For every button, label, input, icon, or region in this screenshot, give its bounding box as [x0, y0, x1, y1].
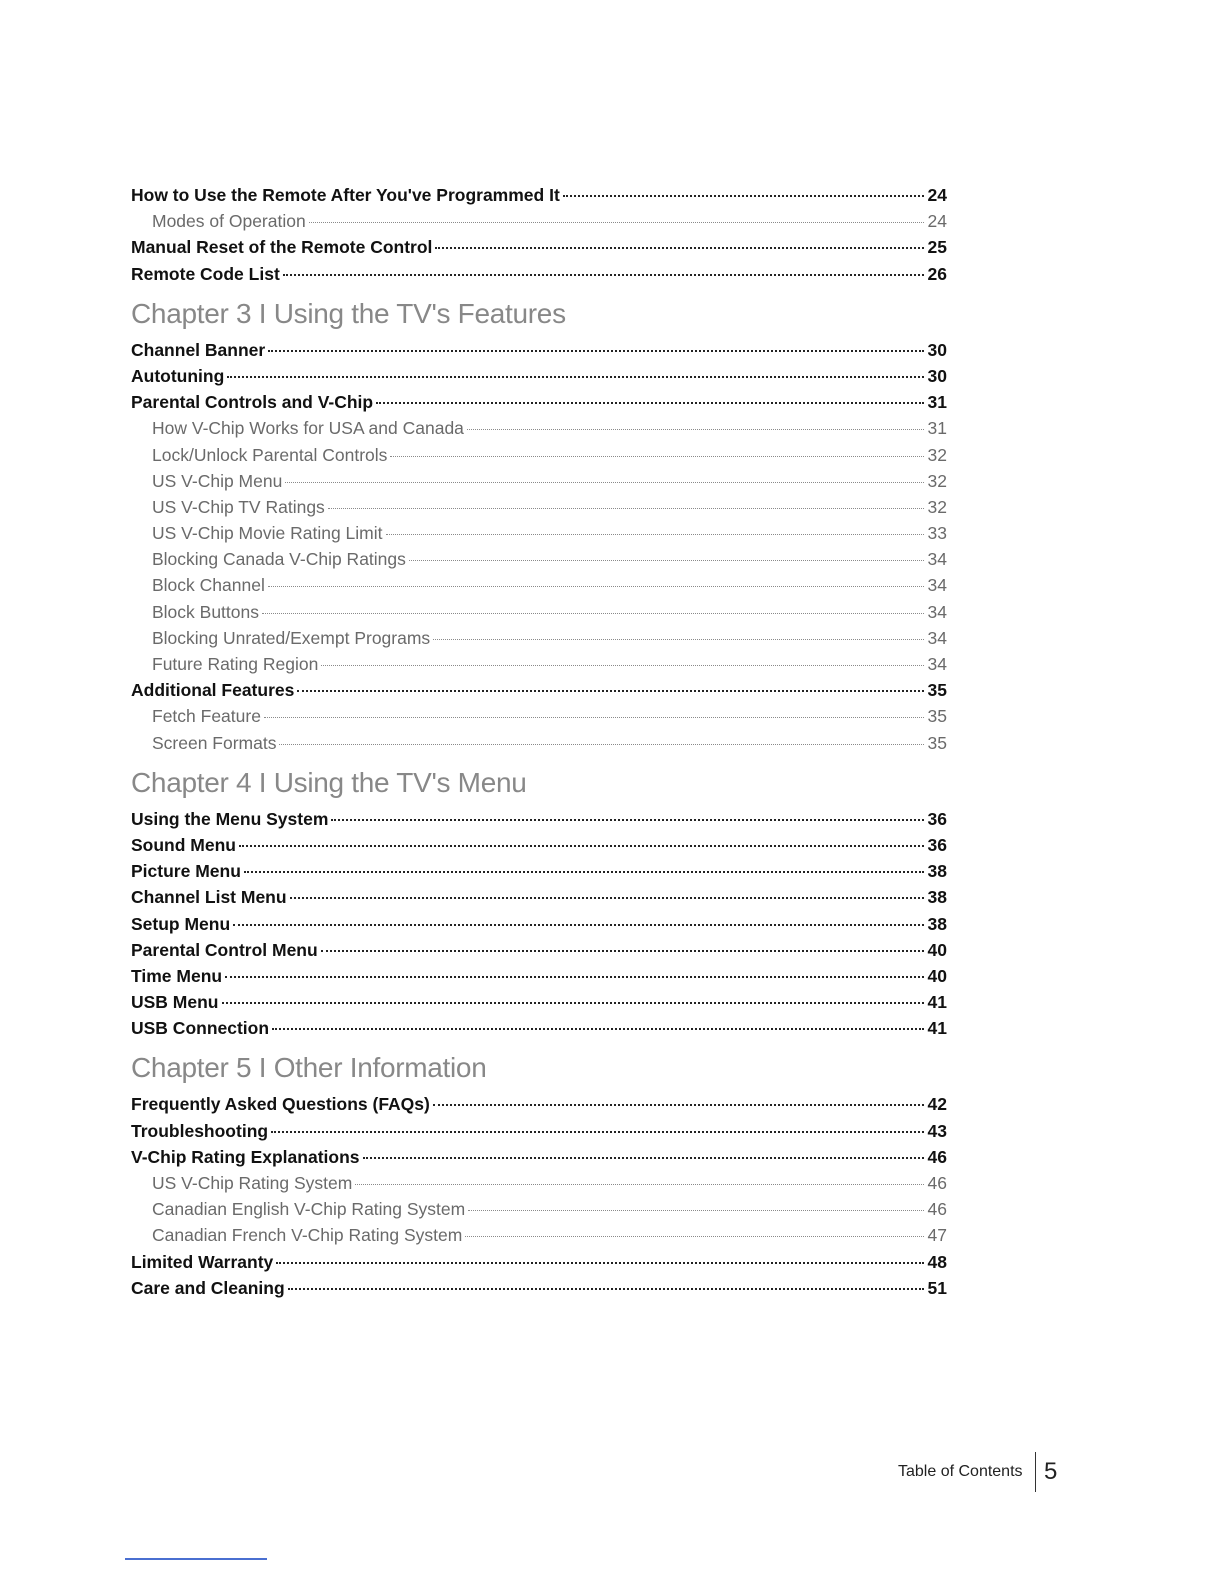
toc-page-number: 40 [927, 965, 947, 986]
toc-page-number: 35 [927, 680, 947, 701]
toc-entry[interactable] [131, 1249, 947, 1275]
toc-page-number: 32 [927, 470, 947, 491]
toc-page-number: 26 [927, 263, 947, 284]
toc-entry-title: V-Chip Rating Explanations [131, 1146, 360, 1167]
toc-entry-title: Remote Code List [131, 263, 280, 284]
toc-page-number: 36 [927, 834, 947, 855]
toc-entry[interactable] [131, 234, 947, 260]
toc-entry-title: Lock/Unlock Parental Controls [152, 444, 388, 465]
toc-entry[interactable] [131, 1144, 947, 1170]
toc-entry-title: Future Rating Region [152, 654, 319, 674]
toc-page-number: 41 [927, 1018, 947, 1039]
toc-page-number: 32 [927, 496, 947, 517]
toc-subentry[interactable] [131, 730, 947, 756]
toc-page-number: 34 [927, 654, 947, 674]
dot-leader [283, 273, 924, 276]
toc-page-number: 36 [927, 808, 947, 829]
toc-subentry[interactable] [131, 468, 947, 494]
dot-leader [465, 1235, 924, 1237]
toc-entry-title: US V-Chip Menu [152, 470, 283, 491]
dot-leader [227, 375, 924, 378]
dot-leader [297, 689, 924, 692]
table-of-contents [131, 182, 947, 1301]
toc-page-number: 46 [927, 1173, 947, 1193]
toc-entry-title: Additional Features [131, 680, 295, 701]
toc-subentry[interactable] [131, 651, 947, 677]
toc-page-number: 35 [927, 732, 947, 753]
toc-entry-title: Using the Menu System [131, 808, 329, 829]
toc-page-number: 43 [927, 1120, 947, 1141]
toc-entry-title: Limited Warranty [131, 1251, 274, 1272]
dot-leader [239, 844, 924, 847]
bottom-rule [125, 1558, 267, 1560]
toc-page-number: 34 [927, 549, 947, 570]
toc-entry[interactable] [131, 337, 947, 363]
toc-entry-title: Manual Reset of the Remote Control [131, 237, 433, 258]
dot-leader [409, 559, 924, 561]
toc-entry-title: Channel Banner [131, 339, 266, 360]
toc-entry-title: US V-Chip TV Ratings [152, 496, 325, 517]
toc-entry-title: Modes of Operation [152, 211, 306, 232]
toc-entry-title: Autotuning [131, 365, 225, 386]
dot-leader [233, 923, 924, 926]
toc-entry-title: Care and Cleaning [131, 1277, 285, 1298]
toc-page-number: 34 [927, 575, 947, 596]
toc-subentry[interactable] [131, 520, 947, 546]
toc-entry[interactable] [131, 1275, 947, 1301]
toc-page-number: 47 [927, 1225, 947, 1246]
dot-leader [262, 612, 924, 614]
toc-subentry[interactable] [131, 1196, 947, 1222]
toc-subentry[interactable] [131, 625, 947, 651]
toc-entry-title: Setup Menu [131, 913, 231, 934]
toc-entry-title: US V-Chip Movie Rating Limit [152, 523, 383, 544]
toc-entry-title: Canadian English V-Chip Rating System [152, 1199, 466, 1220]
toc-entry[interactable] [131, 911, 947, 937]
toc-entry[interactable] [131, 884, 947, 910]
toc-entry[interactable] [131, 389, 947, 415]
toc-subentry[interactable] [131, 572, 947, 598]
toc-page-number: 24 [927, 185, 947, 205]
toc-subentry[interactable] [131, 494, 947, 520]
toc-entry-title: How V-Chip Works for USA and Canada [152, 418, 464, 439]
toc-entry[interactable] [131, 677, 947, 703]
toc-entry-title: How to Use the Remote After You've Programmed It [131, 185, 560, 205]
dot-leader [309, 221, 924, 223]
toc-entry-title: Frequently Asked Questions (FAQs) [131, 1094, 430, 1115]
dot-leader [268, 349, 924, 352]
toc-subentry[interactable] [131, 442, 947, 468]
dot-leader [272, 1027, 924, 1030]
chapter-heading: Chapter 4 I Using the TV's Menu [131, 766, 527, 798]
toc-entry-title: Blocking Unrated/Exempt Programs [152, 627, 431, 648]
toc-subentry[interactable] [131, 1170, 947, 1196]
toc-entry-title: Parental Controls and V-Chip [131, 392, 374, 413]
toc-entry-title: Fetch Feature [152, 706, 261, 727]
dot-leader [271, 1130, 924, 1133]
toc-entry[interactable] [131, 963, 947, 989]
toc-page-number: 32 [927, 444, 947, 465]
dot-leader [386, 533, 925, 535]
dot-leader [563, 194, 924, 197]
dot-leader [331, 818, 924, 821]
dot-leader [467, 428, 924, 430]
toc-entry[interactable] [131, 182, 947, 208]
toc-entry[interactable] [131, 1118, 947, 1144]
toc-entry-title: USB Menu [131, 992, 219, 1013]
toc-entry-title: US V-Chip Rating System [152, 1173, 353, 1193]
toc-entry-title: Screen Formats [152, 732, 277, 753]
toc-page-number: 51 [927, 1277, 947, 1298]
toc-subentry[interactable] [131, 208, 947, 234]
footer-divider [1035, 1452, 1037, 1492]
dot-leader [279, 743, 924, 745]
toc-page-number: 31 [927, 418, 947, 439]
toc-entry[interactable] [131, 858, 947, 884]
chapter-heading: Chapter 3 I Using the TV's Features [131, 297, 566, 329]
toc-subentry[interactable] [131, 1222, 947, 1248]
toc-entry-title: Parental Control Menu [131, 939, 318, 960]
toc-page-number: 34 [927, 627, 947, 648]
toc-page-number: 30 [927, 339, 947, 360]
toc-page-number: 38 [927, 913, 947, 934]
dot-leader [376, 401, 924, 404]
dot-leader [268, 585, 924, 587]
toc-entry-title: Time Menu [131, 965, 223, 986]
dot-leader [225, 975, 924, 978]
toc-page-number: 41 [927, 992, 947, 1013]
page-footer [898, 1452, 1057, 1492]
dot-leader [468, 1209, 924, 1211]
toc-entry-title: Channel List Menu [131, 887, 287, 908]
dot-leader [285, 481, 924, 483]
dot-leader [276, 1261, 924, 1264]
dot-leader [363, 1156, 925, 1159]
dot-leader [290, 896, 924, 899]
toc-page-number: 34 [927, 601, 947, 622]
toc-entry-title: Picture Menu [131, 861, 241, 882]
toc-entry-title: Sound Menu [131, 834, 236, 855]
footer-section-label: Table of Contents [898, 1463, 1023, 1480]
toc-entry[interactable] [131, 937, 947, 963]
toc-page-number: 25 [927, 237, 947, 258]
dot-leader [288, 1287, 924, 1290]
dot-leader [433, 1103, 924, 1106]
toc-entry[interactable] [131, 1091, 947, 1117]
toc-entry-title: Block Channel [152, 575, 265, 596]
dot-leader [321, 664, 924, 666]
dot-leader [328, 507, 924, 509]
toc-entry[interactable] [131, 261, 947, 287]
dot-leader [390, 455, 924, 457]
toc-page-number: 33 [927, 523, 947, 544]
toc-page-number: 30 [927, 365, 947, 386]
toc-subentry[interactable] [131, 599, 947, 625]
toc-page-number: 38 [927, 887, 947, 908]
toc-page-number: 48 [927, 1251, 947, 1272]
dot-leader [264, 716, 924, 718]
toc-page-number: 24 [927, 211, 947, 232]
toc-page-number: 38 [927, 861, 947, 882]
dot-leader [435, 246, 924, 249]
toc-page-number: 31 [927, 392, 947, 413]
toc-entry[interactable] [131, 363, 947, 389]
dot-leader [355, 1183, 924, 1185]
toc-page-number: 42 [927, 1094, 947, 1115]
toc-entry[interactable] [131, 989, 947, 1015]
toc-subentry[interactable] [131, 703, 947, 729]
toc-entry[interactable] [131, 806, 947, 832]
dot-leader [222, 1001, 925, 1004]
toc-subentry[interactable] [131, 546, 947, 572]
toc-entry-title: Block Buttons [152, 601, 259, 622]
toc-page-number: 40 [927, 939, 947, 960]
toc-entry[interactable] [131, 832, 947, 858]
toc-page-number: 46 [927, 1146, 947, 1167]
toc-entry-title: Canadian French V-Chip Rating System [152, 1225, 463, 1246]
toc-entry-title: Blocking Canada V-Chip Ratings [152, 549, 406, 570]
toc-subentry[interactable] [131, 415, 947, 441]
dot-leader [321, 949, 924, 952]
chapter-heading: Chapter 5 I Other Information [131, 1052, 487, 1084]
dot-leader [433, 638, 924, 640]
toc-page-number: 35 [927, 706, 947, 727]
toc-page-number: 46 [927, 1199, 947, 1220]
toc-entry[interactable] [131, 1015, 947, 1041]
dot-leader [244, 870, 924, 873]
toc-entry-title: USB Connection [131, 1018, 270, 1039]
toc-entry-title: Troubleshooting [131, 1120, 269, 1141]
page-number: 5 [1044, 1458, 1058, 1485]
